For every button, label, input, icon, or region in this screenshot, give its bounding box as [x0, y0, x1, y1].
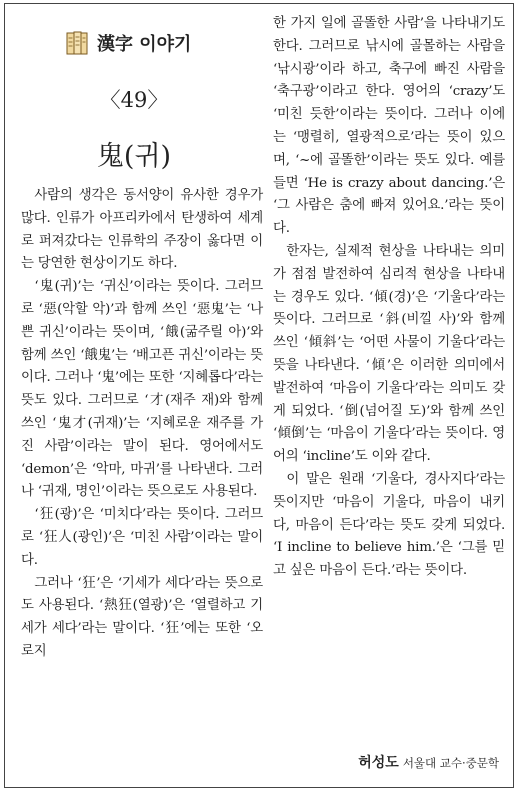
column-header	[45, 30, 245, 64]
paragraph: 사람의 생각은 동서양이 유사한 경우가 많다. 인류가 아프리카에서 탄생하여 세계로 퍼져갔다는 인류학의 주장이 옳다면 이는 당연한 현상이기도 하다.	[21, 188, 263, 272]
series-title: 漢字 이야기	[97, 34, 192, 55]
article-frame	[4, 3, 514, 788]
author-affiliation: 서울대 교수·중문학	[402, 756, 499, 770]
author-byline	[358, 752, 499, 772]
paragraph: ‘狂(광)’은 ‘미치다’라는 뜻이다. 그러므로 ‘狂人(광인)’은 ‘미친 사람’이라는 말이다.	[21, 507, 263, 568]
paragraph: 한자는, 실제적 현상을 나타내는 의미가 점점 발전하여 심리적 현상을 나타내는 경우도 있다. ‘傾(경)’은 ‘기울다’라는 뜻이다. 그러므로 ‘斜(비낄 사)’와 함께 쓰인 ‘傾斜’는 ‘어떤 사물이 기울다’라는 뜻을 나타낸다. ‘傾’은 이러한 의미에서 발전하여 ‘마음이 기울다’라는 의미도 갖게 되었다. ‘倒(넘어질 도)’와 함께 쓰인 ‘傾倒’는 ‘마음이 기울다’라는 뜻이다. 영어의 ‘incline’도 이와 같다.	[273, 243, 505, 465]
author-name: 허성도	[358, 755, 399, 771]
episode-number: 〈49〉	[99, 88, 169, 112]
paragraph: ‘鬼(귀)’는 ‘귀신’이라는 뜻이다. 그러므로 ‘惡(악할 악)’과 함께 쓰인 ‘惡鬼’는 ‘나쁜 귀신’이라는 뜻이며, ‘餓(굶주릴 아)’와 함께 쓰인 ‘餓鬼’는 ‘배고픈 귀신’이라는 뜻이다. 그러나 ‘鬼’에는 또한 ‘지혜롭다’라는 뜻도 있다. 그러므로 ‘才(재주 재)와 함께 쓰인 ‘鬼才(귀재)’는 ‘지혜로운 재주를 가진 사람’이라는 말이 된다. 영어에서도 ‘demon’은 ‘악마, 마귀’를 나타낸다. 그러나 ‘귀재, 명인’이라는 뜻으로도 사용된다.	[21, 279, 263, 500]
right-column-text	[273, 13, 505, 583]
topic-character: 鬼(귀)	[96, 141, 172, 172]
paragraph: 그러나 ‘狂’은 ‘기세가 세다’라는 뜻으로도 사용된다. ‘熱狂(열광)’은 ‘열렬하고 기세가 세다’라는 말이다. ‘狂’에는 또한 ‘오로지	[21, 575, 263, 659]
book-scroll-icon	[65, 30, 89, 56]
paragraph: 한 가지 일에 골똘한 사람’을 나타내기도 한다. 그러므로 낚시에 골몰하는 사람을 ‘낚시광’이라 하고, 축구에 빠진 사람을 ‘축구광’이라고 한다. 영어의 ‘crazy’도 ‘미친 듯한’이라는 뜻이다. 그러나 이에는 ‘맹렬히, 열광적으로’라는 뜻이 있으며, ‘~에 골똘한’이라는 뜻도 있다. 예를 들면 ‘He is crazy about dancing.’은 ‘그 사람은 춤에 빠져 있어요.’라는 뜻이다.	[273, 16, 505, 237]
left-column-text	[21, 185, 263, 664]
paragraph: 이 말은 원래 ‘기울다, 경사지다’라는 뜻이지만 ‘마음이 기울다, 마음이 내키다, 마음이 든다’라는 뜻도 갖게 되었다. ‘I incline to believe him.’은 ‘그를 믿고 싶은 마음이 든다.’라는 뜻이다.	[273, 471, 505, 579]
